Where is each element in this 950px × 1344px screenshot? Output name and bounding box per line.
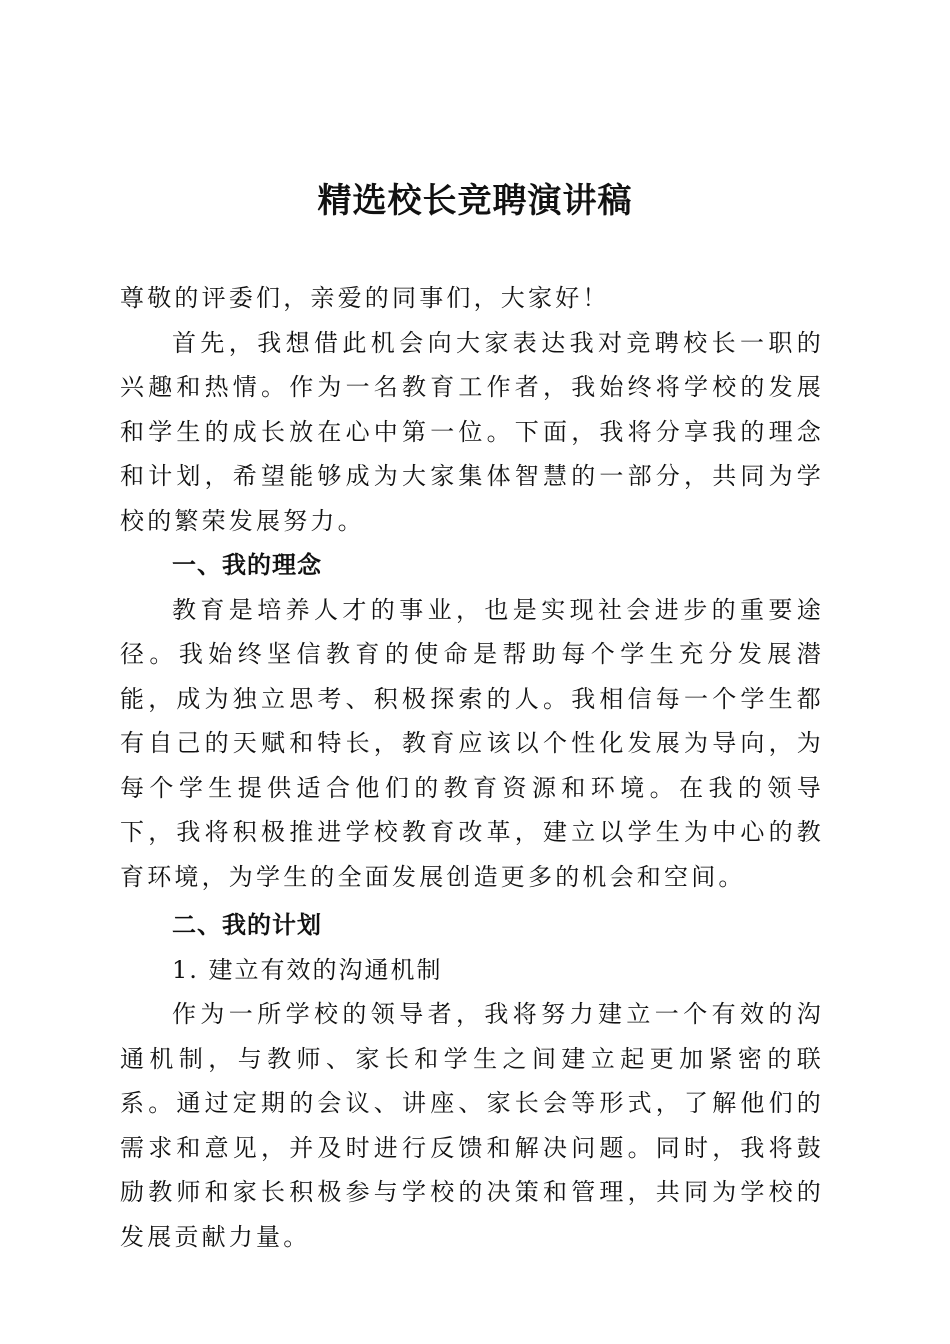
section-heading-plan: 二、我的计划 [172,910,322,939]
communication-paragraph: 作为一所学校的领导者，我将努力建立一个有效的沟通机制，与教师、家长和学生之间建立起更加紧密的联系。通过定期的会议、讲座、家长会等形式，了解他们的需求和意见，并及时进行反馈和解决问题。同时，我将鼓励教师和家长积极参与学校的决策和管理，共同为学校的发展贡献力量。 [120,1000,824,1251]
greeting-paragraph: 尊敬的评委们，亲爱的同事们，大家好！ [120,284,610,312]
document-title: 精选校长竞聘演讲稿 [317,181,633,221]
plan-item-heading-communication: 1. 建立有效的沟通机制 [172,955,443,984]
document-body [120,276,824,1259]
section-heading-philosophy: 一、我的理念 [172,550,322,579]
philosophy-paragraph: 教育是培养人才的事业，也是实现社会进步的重要途径。我始终坚信教育的使命是帮助每个学生充分发展潜能，成为独立思考、积极探索的人。我相信每一个学生都有自己的天赋和特长，教育应该以个性化发展为导向，为每个学生提供适合他们的教育资源和环境。在我的领导下，我将积极推进学校教育改革，建立以学生为中心的教育环境，为学生的全面发展创造更多的机会和空间。 [120,595,824,891]
intro-paragraph: 首先，我想借此机会向大家表达我对竞聘校长一职的兴趣和热情。作为一名教育工作者，我始终将学校的发展和学生的成长放在心中第一位。下面，我将分享我的理念和计划，希望能够成为大家集体智慧的一部分，共同为学校的繁荣发展努力。 [120,328,824,535]
